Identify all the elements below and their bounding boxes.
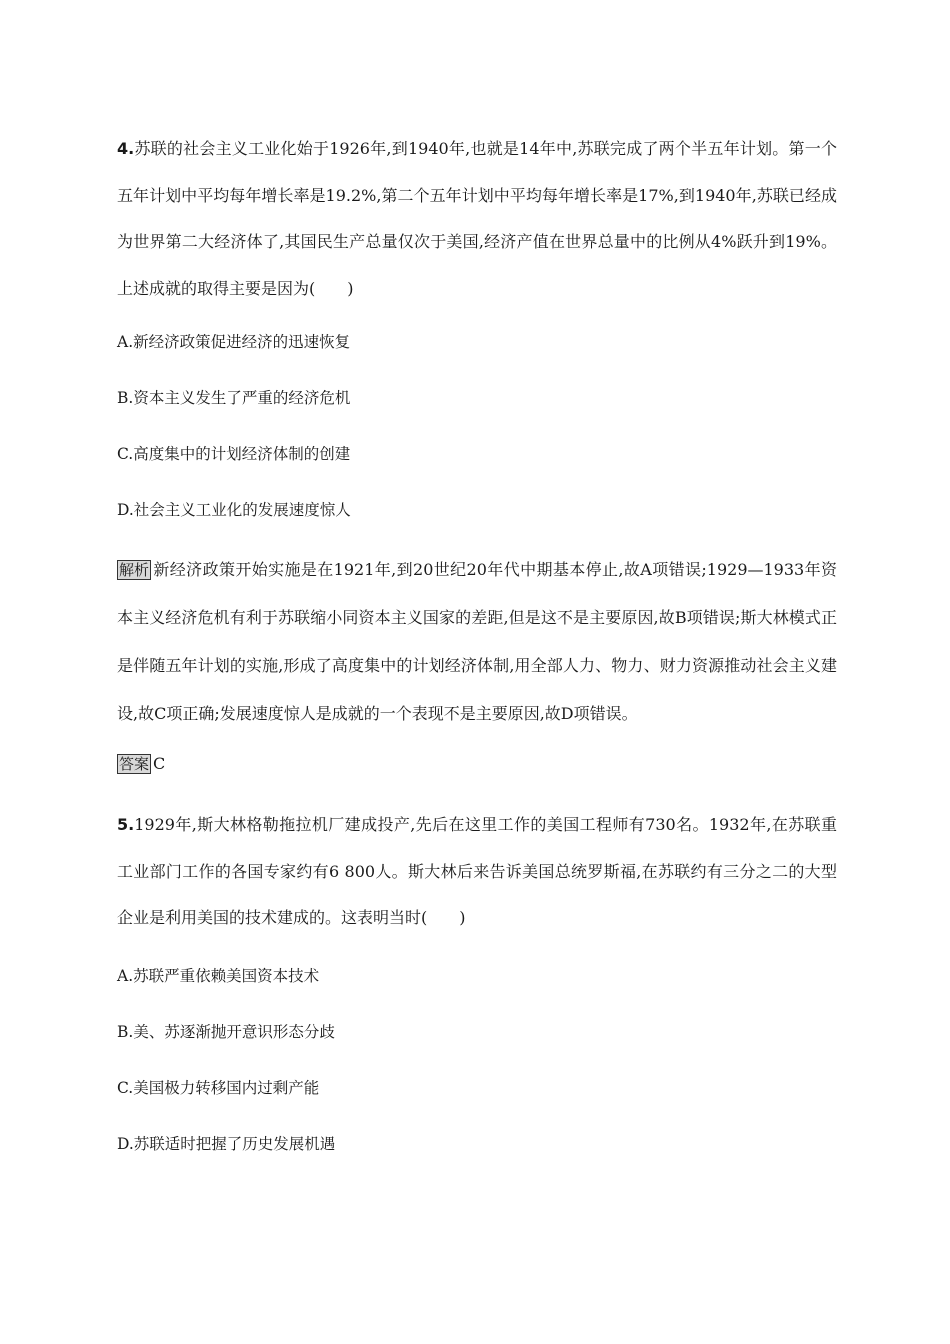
question-4-stem: [117, 126, 837, 312]
question-4-analysis: [117, 546, 837, 738]
question-4-options: [117, 314, 837, 538]
question-4-text: 苏联的社会主义工业化始于1926年,到1940年,也就是14年中,苏联完成了两个半五年计划。第一个五年计划中平均每年增长率是19.2%,第二个五年计划中平均每年增长率是17%,到1940年,苏联已经成为世界第二大经济体了,其国民生产总量仅次于美国,经济产值在世界总量中的比例从4%跃升到19%。上述成就的取得主要是因为( ): [117, 139, 837, 298]
question-4-option-a: A.新经济政策促进经济的迅速恢复: [117, 333, 351, 351]
question-5-option-c: C.美国极力转移国内过剩产能: [117, 1078, 320, 1097]
analysis-tag: 解析: [119, 561, 150, 579]
answer-tag: 答案: [119, 755, 150, 773]
question-5-number: 5.: [117, 815, 135, 834]
question-4-analysis-text: 新经济政策开始实施是在1921年,到20世纪20年代中期基本停止,故A项错误;1929—1933年资本主义经济危机有利于苏联缩小同资本主义国家的差距,但是这不是主要原因,故B项错误;斯大林模式正是伴随五年计划的实施,形成了高度集中的计划经济体制,用全部人力、物力、财力资源推动社会主义建设,故C项正确;发展速度惊人是成就的一个表现不是主要原因,故D项错误。: [117, 560, 837, 723]
question-5-option-b: B.美、苏逐渐抛开意识形态分歧: [117, 1022, 335, 1041]
question-4-number: 4.: [117, 139, 135, 158]
question-4-option-b: B.资本主义发生了严重的经济危机: [117, 389, 351, 407]
question-4-answer-value: C: [153, 754, 166, 773]
question-4-option-d: D.社会主义工业化的发展速度惊人: [117, 501, 351, 519]
question-5-stem: [117, 802, 837, 942]
question-5-text: 1929年,斯大林格勒拖拉机厂建成投产,先后在这里工作的美国工程师有730名。1932年,在苏联重工业部门工作的各国专家约有6 800人。斯大林后来告诉美国总统罗斯福,在苏联约有三分之二的大型企业是利用美国的技术建成的。这表明当时( ): [117, 815, 837, 927]
question-4-answer: [117, 740, 837, 788]
question-5-option-d: D.苏联适时把握了历史发展机遇: [117, 1134, 336, 1153]
question-5-option-a: A.苏联严重依赖美国资本技术: [117, 966, 320, 985]
question-4-option-c: C.高度集中的计划经济体制的创建: [117, 445, 351, 463]
question-5: [117, 802, 837, 1172]
question-4: [117, 126, 837, 788]
question-5-options: [117, 948, 837, 1172]
